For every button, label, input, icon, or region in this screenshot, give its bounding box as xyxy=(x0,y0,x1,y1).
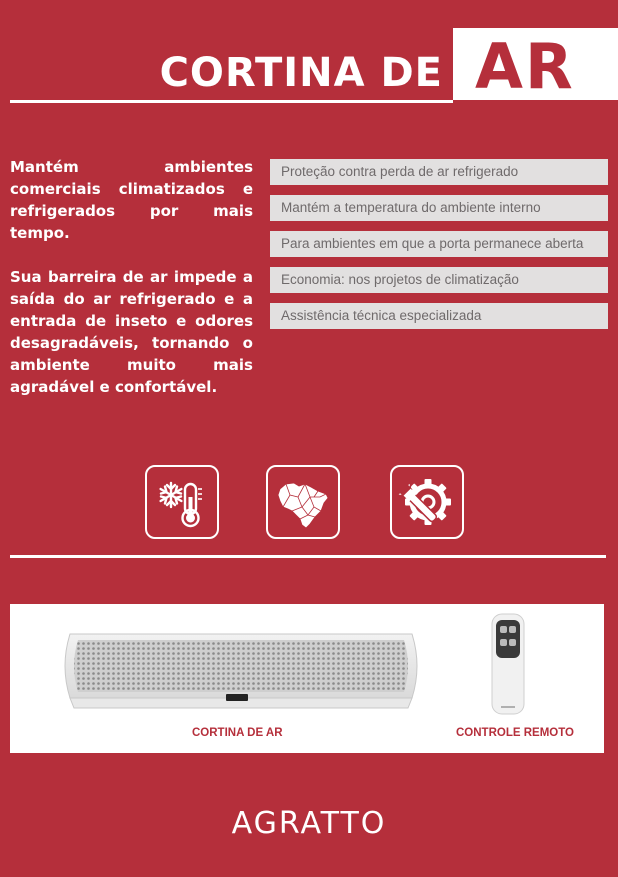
brand-logo: AGRATTO xyxy=(231,806,387,841)
feature-list xyxy=(270,159,608,339)
feature-item: Mantém a temperatura do ambiente interno xyxy=(270,195,608,221)
title-highlight-box xyxy=(453,28,618,103)
feature-item: Proteção contra perda de ar refrigerado xyxy=(270,159,608,185)
snowflake-thermometer-icon xyxy=(145,465,219,539)
feature-item: Para ambientes em que a porta permanece aberta xyxy=(270,231,608,257)
brazil-map-icon xyxy=(266,465,340,539)
title-highlight: AR xyxy=(475,30,575,103)
header xyxy=(0,0,618,110)
product-panel xyxy=(10,604,604,753)
page-title: CORTINA DE xyxy=(159,50,443,96)
feature-item: Economia: nos projetos de climatização xyxy=(270,267,608,293)
intro-paragraph-2: Sua barreira de ar impede a saída do ar refrigerado e a entrada de inseto e odores desagradáveis, tornando o ambiente muito mais agradável e confortável. xyxy=(10,268,253,396)
remote-control-image xyxy=(488,612,528,716)
wrench-gear-icon xyxy=(390,465,464,539)
intro-paragraph-1: Mantém ambientes comerciais climatizados e refrigerados por mais tempo. xyxy=(10,158,253,242)
section-divider xyxy=(10,555,606,558)
feature-item: Assistência técnica especializada xyxy=(270,303,608,329)
intro-text xyxy=(10,156,253,398)
curtain-label: CORTINA DE AR xyxy=(192,727,283,739)
remote-label: CONTROLE REMOTO xyxy=(456,727,574,739)
header-divider xyxy=(10,100,453,103)
air-curtain-image xyxy=(56,626,426,716)
